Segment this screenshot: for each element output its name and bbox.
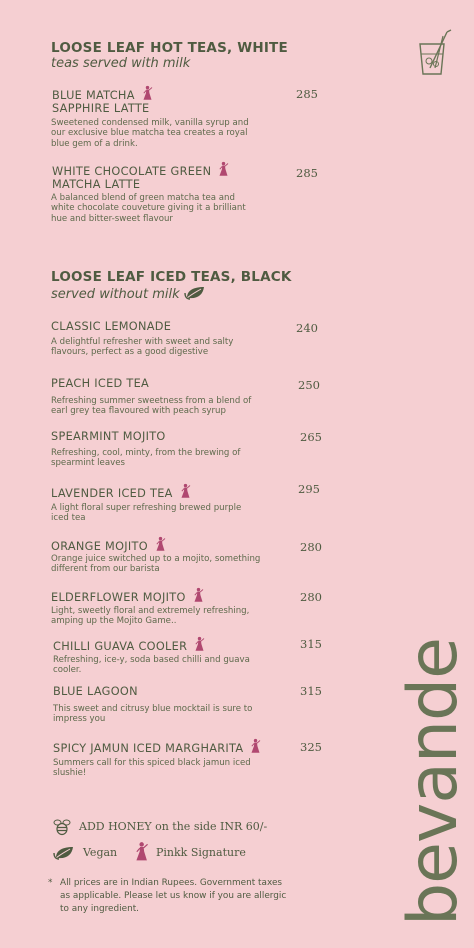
menu-item-description: Light, sweetly floral and extremely refreshing, amping up the Mojito Game.. — [51, 606, 250, 627]
menu-item-description: Orange juice switched up to a mojito, something different from our barista — [51, 554, 261, 575]
brand-wordmark: bevande — [394, 637, 473, 926]
pink-lady-icon — [193, 636, 205, 652]
pink-lady-icon — [179, 483, 191, 499]
signature-legend: Pinkk Signature — [156, 846, 246, 859]
menu-item-name: CHILLI GUAVA COOLER — [53, 636, 205, 655]
section-subtitle: teas served with milk — [51, 56, 191, 71]
leaf-icon — [184, 285, 206, 301]
menu-item-price: 250 — [298, 378, 320, 392]
pink-lady-icon — [217, 161, 229, 177]
menu-item-description: A balanced blend of green matcha tea and white chocolate couveture giving it a brilliant hue and bitter-sweet flavour — [51, 193, 246, 224]
menu-item-price: 265 — [300, 430, 322, 444]
leaf-icon — [53, 845, 75, 861]
menu-item-description: A delightful refresher with sweet and salty flavours, perfect as a good digestive — [51, 337, 234, 358]
menu-item-name: PEACH ICED TEA — [51, 377, 150, 390]
menu-item-name: CLASSIC LEMONADE — [51, 320, 172, 333]
menu-item-name-line2: SAPPHIRE LATTE — [52, 102, 150, 115]
vegan-legend: Vegan — [83, 846, 118, 859]
bee-icon — [52, 818, 72, 836]
menu-item-price: 240 — [296, 321, 318, 335]
menu-item-description: Refreshing summer sweetness from a blend of earl grey tea flavoured with peach syrup — [51, 396, 252, 417]
menu-item-price: 285 — [296, 87, 318, 101]
menu-item-description: This sweet and citrusy blue mocktail is sure to impress you — [53, 704, 253, 725]
menu-item-description: Refreshing, ice-y, soda based chilli and guava cooler. — [53, 655, 250, 676]
menu-item-price: 280 — [300, 540, 322, 554]
menu-item-name: BLUE MATCHA — [52, 85, 153, 104]
section-subtitle: served without milk — [51, 285, 206, 302]
menu-item-description: Refreshing, cool, minty, from the brewing of spearmint leaves — [51, 448, 241, 469]
price-note: All prices are in Indian Rupees. Government taxes as applicable. Please let us know if you are allergic to any ingredient. — [60, 878, 287, 914]
menu-item-name: SPICY JAMUN ICED MARGHARITA — [53, 738, 261, 757]
menu-item-name: ELDERFLOWER MOJITO — [51, 587, 204, 606]
menu-item-name: LAVENDER ICED TEA — [51, 483, 191, 502]
menu-item-description: Sweetened condensed milk, vanilla syrup and our exclusive blue matcha tea creates a royal blue gem of a drink. — [51, 118, 249, 149]
menu-item-price: 280 — [300, 590, 322, 604]
honey-note: ADD HONEY on the side INR 60/- — [79, 820, 268, 833]
glass-straw-icon — [414, 28, 454, 78]
menu-item-price: 285 — [296, 166, 318, 180]
pink-lady-icon — [133, 841, 149, 862]
pink-lady-icon — [141, 85, 153, 101]
menu-item-price: 325 — [300, 740, 322, 754]
menu-item-price: 315 — [300, 684, 322, 698]
menu-item-description: Summers call for this spiced black jamun iced slushie! — [53, 758, 251, 779]
pink-lady-icon — [249, 738, 261, 754]
menu-item-name: BLUE LAGOON — [53, 685, 138, 698]
menu-item-name: WHITE CHOCOLATE GREEN — [52, 161, 229, 180]
pink-lady-icon — [154, 536, 166, 552]
menu-item-name-line2: MATCHA LATTE — [52, 178, 141, 191]
menu-item-name: SPEARMINT MOJITO — [51, 430, 166, 443]
note-asterisk: * — [48, 878, 53, 888]
menu-item-price: 295 — [298, 482, 320, 496]
menu-item-price: 315 — [300, 637, 322, 651]
menu-item-description: A light floral super refreshing brewed purple iced tea — [51, 503, 242, 524]
section-title: LOOSE LEAF ICED TEAS, BLACK — [51, 269, 292, 285]
menu-item-name: ORANGE MOJITO — [51, 536, 166, 555]
section-title: LOOSE LEAF HOT TEAS, WHITE — [51, 40, 288, 56]
pink-lady-icon — [192, 587, 204, 603]
